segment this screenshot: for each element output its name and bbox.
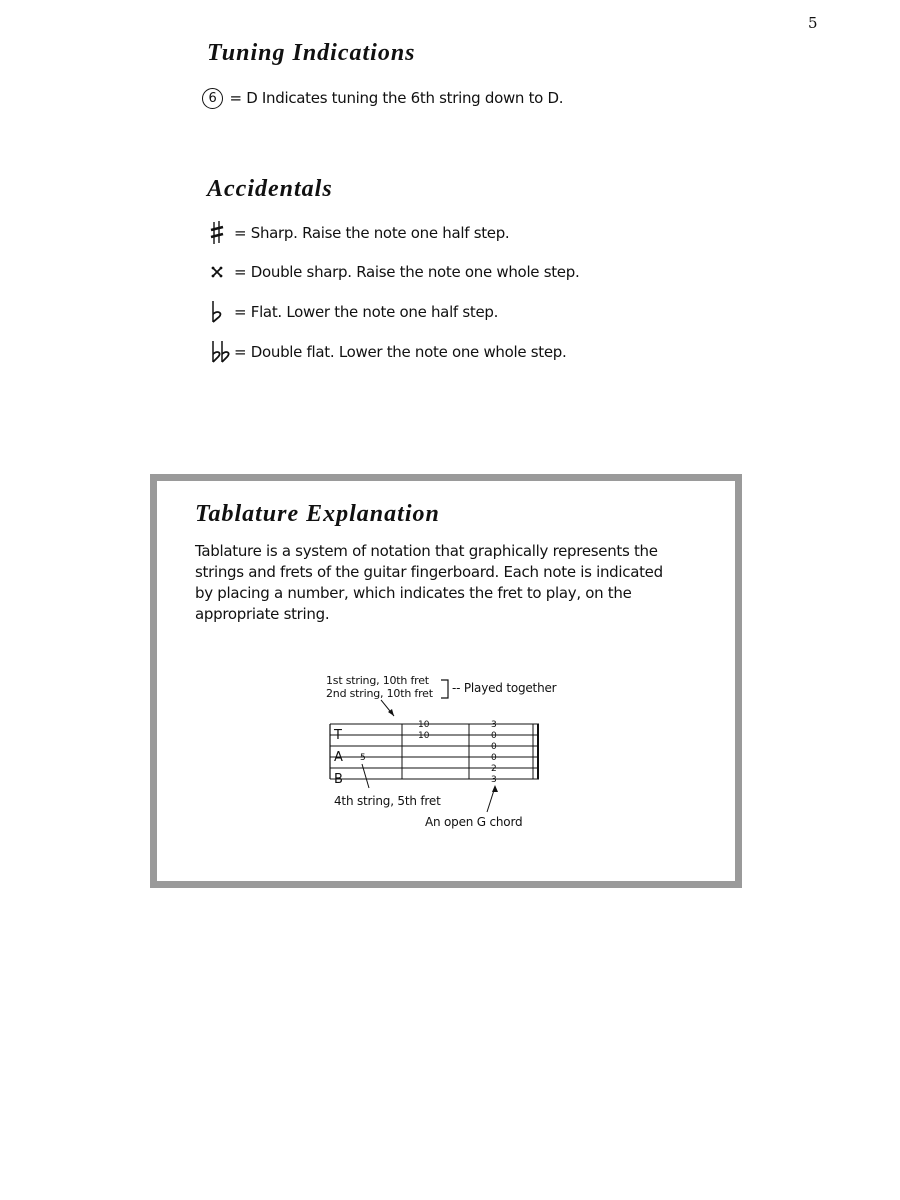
double-sharp-text: = Double sharp. Raise the note one whole step.	[234, 263, 580, 281]
double-flat-icon	[210, 339, 234, 369]
tablature-box	[150, 474, 742, 888]
double-flat-text: = Double flat. Lower the note one whole step.	[234, 343, 567, 361]
tuning-line	[202, 88, 563, 109]
sharp-icon	[210, 220, 234, 250]
g-chord-string-4: 0	[491, 753, 497, 763]
tab-letter-t: T	[334, 728, 342, 743]
tablature-line-1: Tablature is a system of notation that graphically represents the	[195, 542, 658, 560]
tablature-heading: Tablature Explanation	[195, 501, 440, 527]
tablature-line-2: strings and frets of the guitar fingerboard. Each note is indicated	[195, 563, 663, 581]
g-chord-string-5: 2	[491, 764, 497, 774]
g-chord-string-3: 0	[491, 742, 497, 752]
tab-note-2nd-string: 10	[418, 731, 430, 741]
circled-six-icon: 6	[202, 88, 223, 109]
double-sharp-icon	[210, 259, 234, 289]
tablature-paragraph	[195, 541, 695, 625]
tuning-text: = D Indicates tuning the 6th string down to D.	[229, 89, 564, 107]
g-chord-string-2: 0	[491, 731, 497, 741]
tab-note-1st-string: 10	[418, 720, 430, 730]
g-chord-string-6: 3	[491, 775, 497, 785]
page-number: 5	[808, 14, 818, 32]
tablature-line-4: appropriate string.	[195, 605, 330, 623]
sharp-text: = Sharp. Raise the note one half step.	[234, 224, 510, 242]
flat-text: = Flat. Lower the note one half step.	[234, 303, 499, 321]
label-g-chord: An open G chord	[425, 815, 523, 829]
tablature-line-3: by placing a number, which indicates the fret to play, on the	[195, 584, 632, 602]
tab-note-4th-string: 5	[360, 753, 366, 763]
label-4th-string: 4th string, 5th fret	[334, 794, 441, 808]
label-2nd-string: 2nd string, 10th fret	[326, 687, 433, 700]
tab-letter-a: A	[334, 750, 343, 765]
g-chord-string-1: 3	[491, 720, 497, 730]
accidentals-heading: Accidentals	[207, 176, 333, 202]
tuning-heading: Tuning Indications	[207, 40, 416, 66]
played-together-label: -- Played together	[452, 681, 557, 695]
label-1st-string: 1st string, 10th fret	[326, 674, 429, 687]
tab-letter-b: B	[334, 772, 343, 787]
flat-icon	[210, 299, 234, 329]
